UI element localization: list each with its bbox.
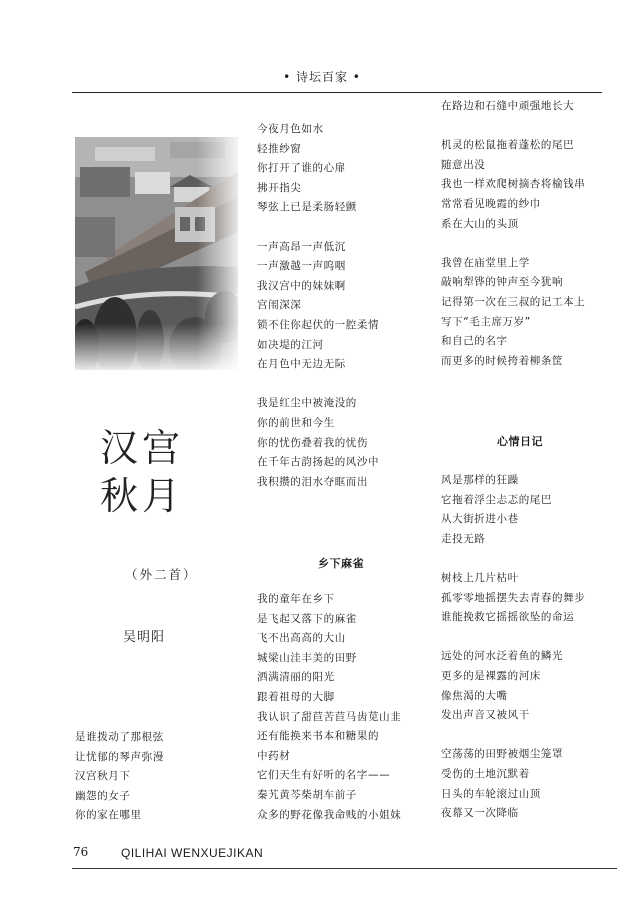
stanza-gap [257, 375, 379, 395]
poem-line: 宫闱深深 [257, 299, 302, 312]
poem-line: 我汉宫中的妹妹啊 [257, 279, 346, 292]
palace-photo [75, 137, 238, 370]
poem-line: 琴弦上已是柔肠轻颤 [257, 201, 357, 214]
poem-line: 它拖着浮尘忐忑的尾巴 [441, 493, 552, 506]
poem-line: 它们天生有好听的名字—— [257, 769, 391, 782]
poem-line: 洒满清丽的阳光 [257, 671, 335, 684]
poem-line: 机灵的松鼠拖着蓬松的尾巴 [441, 139, 575, 152]
palace-photo-illustration [75, 137, 238, 370]
poem-line: 今夜月色如水 [257, 123, 324, 135]
journal-name: QILIHAI WENXUEJIKAN [121, 846, 264, 860]
poem-line: 让忧郁的琴声弥漫 [75, 750, 164, 763]
right-column-top [441, 97, 585, 371]
poem-line: 而更多的时候挎着柳条筐 [441, 354, 564, 367]
poem-line: 树枝上几片枯叶 [441, 571, 519, 584]
poem-line: 在月色中无边无际 [257, 358, 346, 371]
poem-line: 一声高昂一声低沉 [257, 240, 346, 253]
poem-line: 你的忧伤叠着我的忧伤 [257, 436, 368, 449]
poem-line: 我的童年在乡下 [257, 593, 335, 605]
poem-title [100, 424, 184, 520]
poem-line: 孤零零地摇摆失去青春的舞步 [441, 591, 586, 604]
author-name: 吴明阳 [123, 630, 166, 645]
section-title-xinqing-riji: 心情日记 [497, 435, 543, 448]
poem-line: 城梁山洼丰美的田野 [257, 651, 357, 664]
poem-line: 我积攒的泪水夺眶而出 [257, 475, 368, 488]
poem-line: 一声激越一声呜咽 [257, 260, 346, 273]
left-column-stanza [75, 728, 164, 826]
poem-line: 你的家在哪里 [75, 809, 142, 822]
right-column-bottom [441, 471, 585, 824]
poem-line: 远处的河水泛着鱼的鳞光 [441, 650, 564, 663]
poem-line: 飞不出高高的大山 [257, 632, 346, 645]
poem-title-line-2: 秋月 [100, 474, 185, 518]
poem-line: 如决堤的江河 [257, 338, 324, 351]
poem-line: 风是那样的狂躁 [441, 474, 519, 486]
poem-line: 系在大山的头顶 [441, 217, 519, 230]
header-rule [72, 92, 602, 93]
poem-line: 汉宫秋月下 [75, 770, 131, 783]
poem-line: 在路边和石缝中顽强地长大 [441, 100, 575, 112]
poem-line: 你打开了谁的心扉 [257, 162, 346, 175]
poem-line: 还有能换来书本和糖果的 [257, 730, 380, 743]
subtitle: （外二首） [125, 567, 198, 582]
poem-line: 日头的车轮滚过山顶 [441, 787, 541, 800]
poem-line: 我是红尘中被淹没的 [257, 397, 357, 410]
poem-line: 记得第一次在三叔的记工本上 [441, 295, 586, 308]
poem-line: 从大街折进小巷 [441, 513, 519, 526]
stanza-gap [257, 218, 379, 238]
stanza-gap [441, 549, 585, 569]
poem-line: 中药材 [257, 749, 291, 762]
stanza-gap [441, 234, 585, 254]
poem-line: 发出声音又被风干 [441, 709, 530, 722]
poem-line: 更多的是裸露的河床 [441, 669, 541, 682]
poem-line: 在千年古韵扬起的风沙中 [257, 456, 380, 469]
poem-line: 秦艽黄芩柴胡车前子 [257, 788, 357, 801]
poem-line: 是谁拨动了那根弦 [75, 731, 164, 743]
poem-line: 我认识了甜苣苦苣马齿苋山韭 [257, 710, 402, 723]
poem-line: 空荡荡的田野被烟尘笼罩 [441, 748, 564, 761]
section-title-xiangxia-maque: 乡下麻雀 [318, 557, 364, 570]
middle-column-top [257, 120, 379, 492]
poem-title-line-1: 汉宫 [100, 426, 185, 470]
middle-column-bottom [257, 590, 401, 825]
stanza-gap [441, 628, 585, 648]
stanza-gap [441, 117, 585, 137]
poem-line: 锁不住你起伏的一腔柔情 [257, 318, 380, 331]
poem-line: 夜幕又一次降临 [441, 807, 519, 820]
poem-line: 谁能挽救它摇摇欲坠的命运 [441, 611, 575, 624]
poem-line: 幽怨的女子 [75, 789, 131, 802]
poem-line: 我也一样欢爬树摘杏将榆钱串 [441, 178, 586, 191]
poem-line: 受伤的土地沉默着 [441, 767, 530, 780]
page-number: 76 [73, 845, 89, 859]
poem-line: 像焦渴的大嘴 [441, 689, 508, 702]
section-header: • 诗坛百家 • [283, 70, 361, 84]
stanza-gap [441, 726, 585, 746]
footer-rule [72, 868, 617, 869]
poem-line: 敲响犁铧的钟声至今犹响 [441, 276, 564, 289]
poem-line: 常常看见晚霞的纱巾 [441, 197, 541, 210]
poem-line: 和自己的名字 [441, 335, 508, 348]
poem-line: 跟着祖母的大脚 [257, 690, 335, 703]
poem-line: 随意出没 [441, 158, 486, 171]
poem-line: 你的前世和今生 [257, 416, 335, 429]
poem-line: 众多的野花像我命贱的小姐妹 [257, 808, 402, 821]
poem-line: 走投无路 [441, 532, 486, 545]
poem-line: 我曾在庙堂里上学 [441, 256, 530, 269]
poem-line: 是飞起又落下的麻雀 [257, 612, 357, 625]
poem-line: 拂开指尖 [257, 181, 302, 194]
poem-line: 写下“毛主席万岁” [441, 315, 531, 328]
poem-line: 轻推纱窗 [257, 142, 302, 155]
